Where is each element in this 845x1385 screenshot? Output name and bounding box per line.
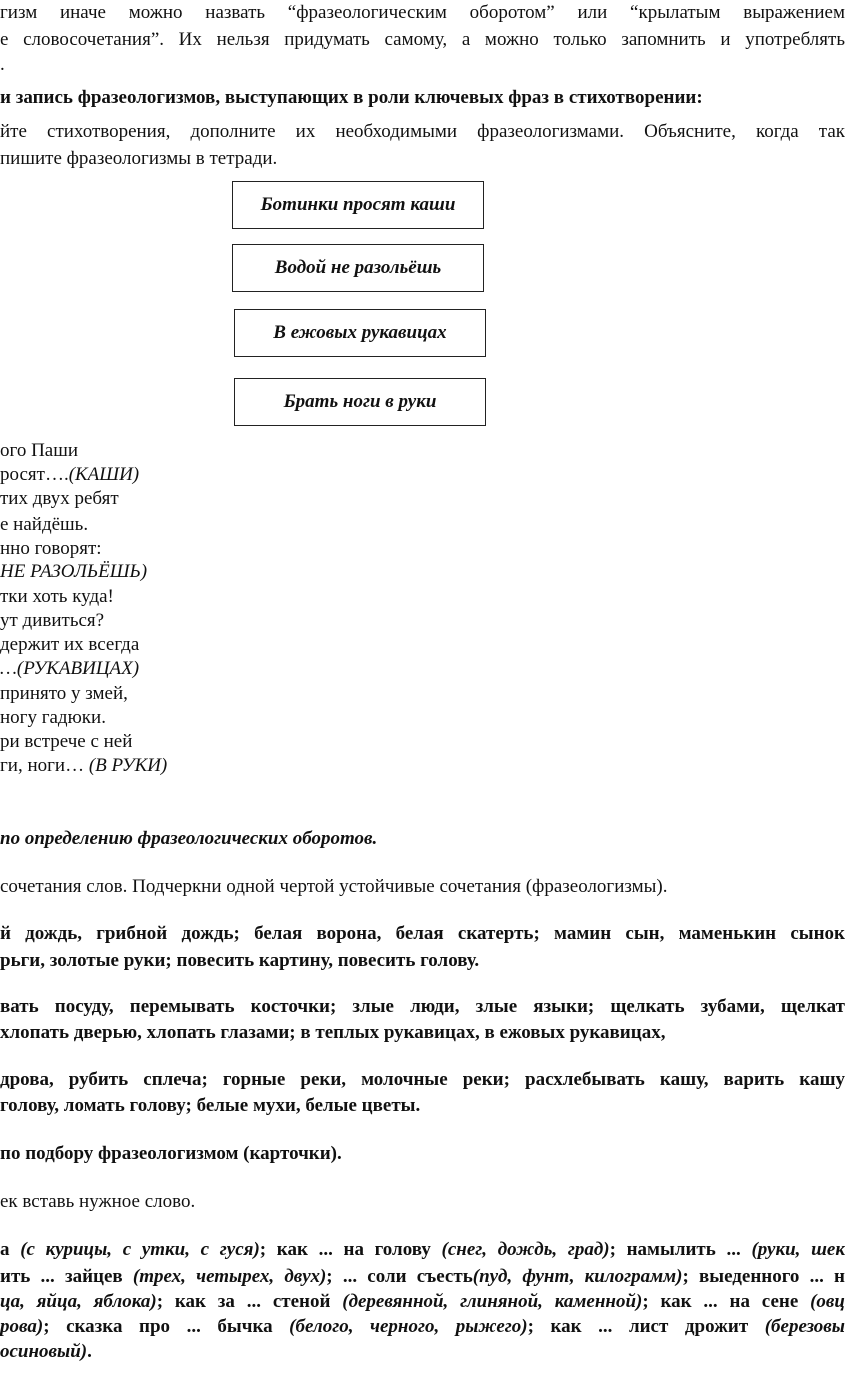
task2-para3-line2: голову, ломать голову; белые мухи, белые цветы. — [0, 1095, 421, 1116]
task3-line-1 — [0, 1238, 845, 1262]
task3-line-2 — [0, 1265, 845, 1289]
poem-line-11: принято у змей, — [0, 683, 128, 704]
task3-line-1-seg-1: (с курицы, с утки, с гуся) — [20, 1239, 260, 1260]
task2-para1-line2: рьги, золотые руки; повесить картину, повесить голову. — [0, 950, 480, 971]
poem-line-2-text: росят…. — [0, 464, 69, 485]
poem-line-8: ут дивиться? — [0, 610, 105, 631]
poem-line-5: нно говорят: — [0, 538, 102, 559]
task2-heading: по определению фразеологических оборотов. — [0, 828, 378, 849]
task3-line-4-seg-0: рова) — [0, 1316, 44, 1337]
task1-instruction-1: йте стихотворения, дополните их необходимыми фразеологизмами. Объясните, когда так — [0, 121, 845, 142]
task2-para2-line1: вать посуду, перемывать косточки; злые люди, злые языки; щелкать зубами, щелкат — [0, 996, 845, 1017]
task3-line-4-seg-3: ; как ... лист дрожит — [527, 1316, 765, 1337]
task3-line-2-seg-1: (трех, четырех, двух) — [132, 1266, 327, 1287]
task3-line-1-seg-3: (снег, дождь, град) — [441, 1239, 610, 1260]
task3-line-4-seg-2: (белого, черного, рыжего) — [289, 1316, 528, 1337]
poem-line-3: тих двух ребят — [0, 488, 119, 509]
task3-line-4-seg-1: ; сказка про ... бычка — [43, 1316, 290, 1337]
task3-line-5-seg-1: . — [87, 1341, 92, 1362]
poem-line-14 — [0, 754, 167, 778]
task3-line-1-seg-0: а — [0, 1239, 21, 1260]
poem-line-6-answer: НЕ РАЗОЛЬЁШЬ) — [0, 561, 148, 582]
task3-line-3-seg-1: ; как за ... стеной — [156, 1291, 343, 1312]
task3-line-3 — [0, 1290, 845, 1314]
task2-para3-line1: дрова, рубить сплеча; горные реки, молочные реки; расхлебывать кашу, варить кашу — [0, 1069, 845, 1090]
intro-line-2: е словосочетания”. Их нельзя придумать самому, а можно только запомнить и употреблять — [0, 29, 845, 50]
task3-line-4-seg-4: (березовы — [764, 1316, 845, 1337]
task3-line-1-seg-4: ; намылить ... — [609, 1239, 752, 1260]
task3-line-2-seg-4: ; выеденного ... н — [682, 1266, 845, 1287]
task3-line-2-seg-0: ить ... зайцев — [0, 1266, 133, 1287]
task3-line-3-seg-2: (деревянной, глиняной, каменной) — [342, 1291, 643, 1312]
card-2: Водой не разольёшь — [232, 244, 484, 292]
poem-line-2 — [0, 463, 139, 487]
poem-line-12: ногу гадюки. — [0, 707, 106, 728]
task3-line-2-seg-3: (пуд, фунт, килограмм) — [472, 1266, 683, 1287]
task3-line-1-seg-2: ; как ... на голову — [259, 1239, 442, 1260]
intro-line-3: . — [0, 54, 5, 75]
task1-instruction-2: пишите фразеологизмы в тетради. — [0, 148, 278, 169]
poem-line-4: е найдёшь. — [0, 514, 89, 535]
intro-line-1: гизм иначе можно назвать “фразеологическим оборотом” или “крылатым выражением — [0, 2, 845, 23]
task3-line-3-seg-4: (овц — [810, 1291, 845, 1312]
poem-line-13: ри встрече с ней — [0, 731, 133, 752]
task3-line-2-seg-2: ; ... соли съесть — [326, 1266, 473, 1287]
poem-line-7: тки хоть куда! — [0, 586, 114, 607]
card-4: Брать ноги в руки — [234, 378, 486, 426]
task3-line-5-seg-0: осиновый) — [0, 1341, 88, 1362]
task3-line-3-seg-0: ца, яйца, яблока) — [0, 1291, 157, 1312]
task3-line-3-seg-3: ; как ... на сене — [642, 1291, 811, 1312]
poem-line-14-text: ги, ноги… — [0, 755, 89, 776]
task2-para2-line2: хлопать дверью, хлопать глазами; в теплых рукавицах, в ежовых рукавицах, — [0, 1022, 666, 1043]
task3-line-5 — [0, 1340, 92, 1364]
poem-line-1: ого Паши — [0, 440, 79, 461]
task3-heading: по подбору фразеологизмом (карточки). — [0, 1143, 342, 1164]
task1-heading: и запись фразеологизмов, выступающих в роли ключевых фраз в стихотворении: — [0, 87, 703, 108]
task2-para1-line1: й дождь, грибной дождь; белая ворона, белая скатерть; мамин сын, маменькин сынок — [0, 923, 845, 944]
card-1: Ботинки просят каши — [232, 181, 484, 229]
card-3: В ежовых рукавицах — [234, 309, 486, 357]
poem-line-9: держит их всегда — [0, 634, 140, 655]
task3-line-4 — [0, 1315, 845, 1339]
poem-line-10-answer: …(РУКАВИЦАХ) — [0, 658, 140, 679]
task2-instruction: сочетания слов. Подчеркни одной чертой устойчивые сочетания (фразеологизмы). — [0, 876, 668, 897]
poem-line-2-answer: (КАШИ) — [68, 464, 140, 485]
task3-instruction: ек вставь нужное слово. — [0, 1191, 196, 1212]
task3-line-1-seg-5: (руки, шек — [751, 1239, 845, 1260]
poem-line-14-answer: (В РУКИ) — [88, 755, 168, 776]
